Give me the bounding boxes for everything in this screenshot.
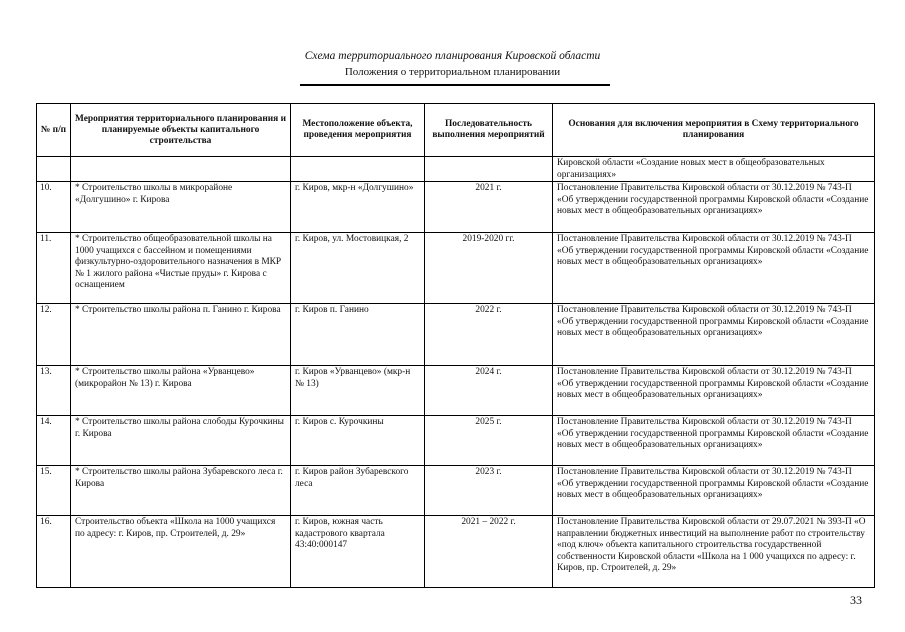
activity-cell: * Строительство школы района Зубаревского леса г. Кирова xyxy=(71,466,291,516)
sequence-cell: 2025 г. xyxy=(425,416,553,466)
activity-cell: * Строительство общеобразовательной школы на 1000 учащихся с бассейном и помещениями физкультурно-оздоровительного назначения в МКР № 1 жилого района «Чистые пруды» г. Кирова с оснащением xyxy=(71,233,291,304)
table-row xyxy=(37,466,875,516)
location-cell: г. Киров, южная часть кадастрового квартала 43:40:000147 xyxy=(291,516,425,588)
table-row xyxy=(37,182,875,233)
column-header-location: Местоположение объекта, проведения мероприятия xyxy=(291,104,425,157)
page-number: 33 xyxy=(850,593,862,607)
row-number-cell: 14. xyxy=(37,416,71,466)
location-cell: г. Киров «Урванцево» (мкр-н № 13) xyxy=(291,366,425,416)
planning-table xyxy=(36,103,875,588)
column-header-activity: Мероприятия территориального планирования и планируемые объекты капитального строительства xyxy=(71,104,291,157)
table-row xyxy=(37,304,875,366)
table-row xyxy=(37,516,875,588)
document-subtitle: Положения о территориальном планировании xyxy=(344,66,561,78)
table-header-row xyxy=(37,104,875,157)
document-title: Схема территориального планирования Кировской области xyxy=(304,50,601,62)
row-number-cell: 10. xyxy=(37,182,71,233)
location-cell: г. Киров, ул. Мостовицкая, 2 xyxy=(291,233,425,304)
sequence-cell xyxy=(425,157,553,182)
basis-cell: Постановление Правительства Кировской области от 29.07.2021 № 393-П «О направлении бюджетных инвестиций на выполнение работ по строительству «под ключ» объекта капитального строительства государственной собственности Кировской области «Школа на 1 000 учащихся по адресу: г. Киров, пр. Строителей, д. 29» xyxy=(553,516,875,588)
column-header-sequence: Последовательность выполнения мероприятий xyxy=(425,104,553,157)
activity-cell: * Строительство школы в микрорайоне «Долгушино» г. Кирова xyxy=(71,182,291,233)
activity-cell: * Строительство школы района «Урванцево» (микрорайон № 13) г. Кирова xyxy=(71,366,291,416)
location-cell: г. Киров п. Ганино xyxy=(291,304,425,366)
row-number-cell: 11. xyxy=(37,233,71,304)
planning-table-container xyxy=(36,103,874,588)
table-row xyxy=(37,233,875,304)
basis-cell: Постановление Правительства Кировской области от 30.12.2019 № 743-П «Об утверждении государственной программы Кировской области «Создание новых мест в общеобразовательных организациях» xyxy=(553,233,875,304)
sequence-cell: 2019-2020 гг. xyxy=(425,233,553,304)
basis-cell: Кировской области «Создание новых мест в общеобразовательных организациях» xyxy=(553,157,875,182)
table-row xyxy=(37,366,875,416)
sequence-cell: 2022 г. xyxy=(425,304,553,366)
title-underline xyxy=(300,84,610,86)
row-number-cell: 13. xyxy=(37,366,71,416)
row-number-cell: 16. xyxy=(37,516,71,588)
column-header-number: № п/п xyxy=(37,104,71,157)
sequence-cell: 2023 г. xyxy=(425,466,553,516)
basis-cell: Постановление Правительства Кировской области от 30.12.2019 № 743-П «Об утверждении государственной программы Кировской области «Создание новых мест в общеобразовательных организациях» xyxy=(553,304,875,366)
sequence-cell: 2021 г. xyxy=(425,182,553,233)
basis-cell: Постановление Правительства Кировской области от 30.12.2019 № 743-П «Об утверждении государственной программы Кировской области «Создание новых мест в общеобразовательных организациях» xyxy=(553,182,875,233)
basis-cell: Постановление Правительства Кировской области от 30.12.2019 № 743-П «Об утверждении государственной программы Кировской области «Создание новых мест в общеобразовательных организациях» xyxy=(553,416,875,466)
location-cell: г. Киров, мкр-н «Долгушино» xyxy=(291,182,425,233)
sequence-cell: 2024 г. xyxy=(425,366,553,416)
basis-cell: Постановление Правительства Кировской области от 30.12.2019 № 743-П «Об утверждении государственной программы Кировской области «Создание новых мест в общеобразовательных организациях» xyxy=(553,366,875,416)
row-number-cell: 12. xyxy=(37,304,71,366)
table-row xyxy=(37,157,875,182)
sequence-cell: 2021 – 2022 г. xyxy=(425,516,553,588)
location-cell xyxy=(291,157,425,182)
row-number-cell: 15. xyxy=(37,466,71,516)
row-number-cell xyxy=(37,157,71,182)
location-cell: г. Киров район Зубаревского леса xyxy=(291,466,425,516)
column-header-basis: Основания для включения мероприятия в Схему территориального планирования xyxy=(553,104,875,157)
activity-cell: * Строительство школы района слободы Курочкины г. Кирова xyxy=(71,416,291,466)
activity-cell xyxy=(71,157,291,182)
location-cell: г. Киров с. Курочкины xyxy=(291,416,425,466)
basis-cell: Постановление Правительства Кировской области от 30.12.2019 № 743-П «Об утверждении государственной программы Кировской области «Создание новых мест в общеобразовательных организациях» xyxy=(553,466,875,516)
activity-cell: * Строительство школы района п. Ганино г. Кирова xyxy=(71,304,291,366)
table-row xyxy=(37,416,875,466)
activity-cell: Строительство объекта «Школа на 1000 учащихся по адресу: г. Киров, пр. Строителей, д. 29» xyxy=(71,516,291,588)
